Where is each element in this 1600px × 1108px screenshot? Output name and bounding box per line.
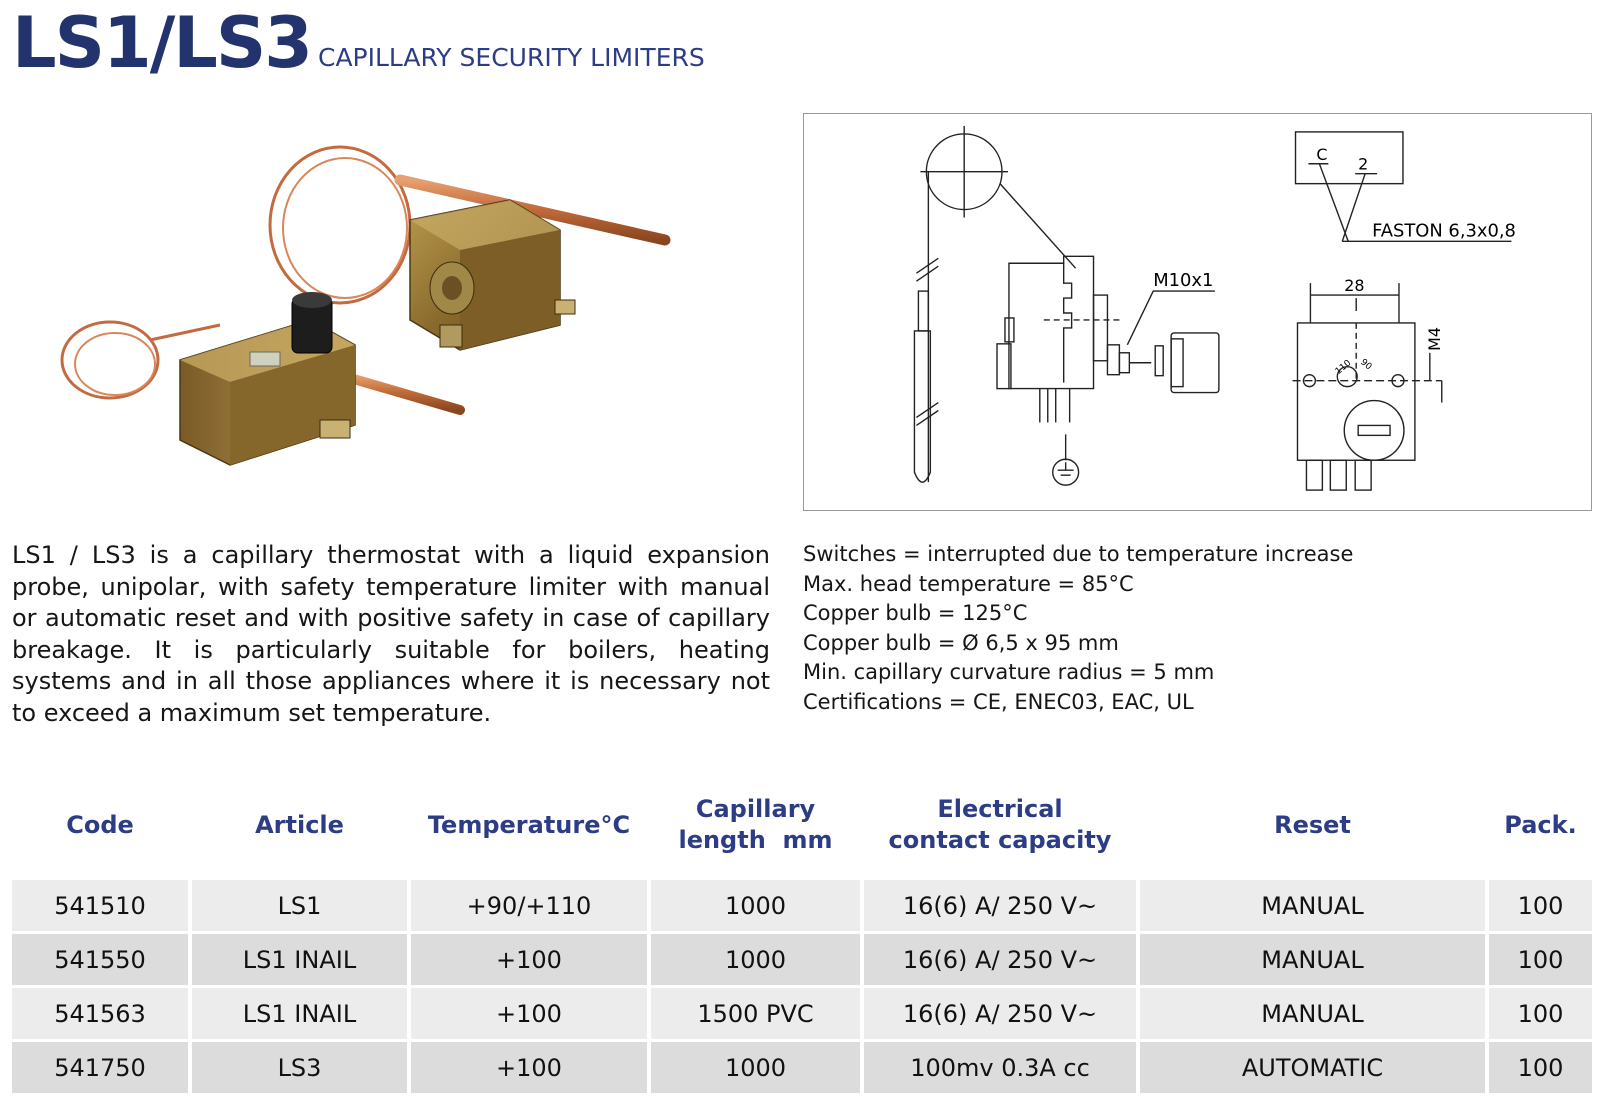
header-electrical-capacity: [864, 785, 1136, 865]
cell-reset: MANUAL: [1140, 988, 1485, 1039]
table-header: [12, 785, 1592, 865]
cell-article: LS1: [192, 880, 407, 931]
product-photo: [40, 120, 740, 510]
header-code: Code: [66, 810, 134, 839]
cell-article: LS3: [192, 1042, 407, 1093]
drawing-dial-90-label: 90: [1358, 357, 1374, 373]
header-capillary-line2: length mm: [678, 826, 833, 854]
spec-item: Min. capillary curvature radius = 5 mm: [803, 660, 1215, 684]
cell-length: 1000: [651, 934, 860, 985]
cell-code: 541750: [12, 1042, 188, 1093]
cell-temperature: +100: [411, 934, 647, 985]
drawing-terminal-2-label: 2: [1358, 154, 1369, 174]
cell-code: 541550: [12, 934, 188, 985]
drawing-width-dimension: 28: [1344, 276, 1365, 296]
cell-length: 1000: [651, 1042, 860, 1093]
header-capillary-line1: Capillary: [695, 795, 816, 823]
cell-pack: 100: [1489, 934, 1592, 985]
cell-reset: AUTOMATIC: [1140, 1042, 1485, 1093]
spec-item: Copper bulb = Ø 6,5 x 95 mm: [803, 630, 1119, 655]
cell-pack: 100: [1489, 988, 1592, 1039]
drawing-faston-label: FASTON 6,3x0,8: [1372, 220, 1516, 242]
header-electrical-line1: Electrical: [937, 795, 1063, 823]
cell-pack: 100: [1489, 1042, 1592, 1093]
spec-item: Certifications = CE, ENEC03, EAC, UL: [803, 689, 1194, 714]
cell-capacity: 16(6) A/ 250 V~: [864, 880, 1136, 931]
cell-capacity: 100mv 0.3A cc: [864, 1042, 1136, 1093]
cell-temperature: +100: [411, 1042, 647, 1093]
cell-pack: 100: [1489, 880, 1592, 931]
table-row: [12, 880, 1592, 931]
drawing-screw-label: M4: [1424, 326, 1444, 351]
spec-item: Switches = interrupted due to temperature increase: [803, 542, 1354, 566]
drawing-thread-label: M10x1: [1153, 270, 1214, 292]
cell-article: LS1 INAIL: [192, 988, 407, 1039]
table-row: [12, 988, 1592, 1039]
header-capillary-length: [651, 785, 860, 865]
product-table: [12, 880, 1592, 1096]
product-description: LS1 / LS3 is a capillary thermostat with a liquid expansion probe, unipolar, with safety temperature limiter with manual or automatic reset and with positive safety in case of capillary breakage. It is particularly suitable for boilers, heating systems and in all those appliances where it is necessary not to exceed a maximum set temperature.: [12, 541, 770, 727]
table-row: [12, 934, 1592, 985]
header-reset: Reset: [1274, 810, 1351, 839]
drawing-dial-110-label: 110: [1333, 358, 1354, 377]
cell-length: 1000: [651, 880, 860, 931]
cell-length: 1500 PVC: [651, 988, 860, 1039]
spec-item: Copper bulb = 125°C: [803, 601, 1028, 625]
header-temperature: Temperature°C: [427, 810, 631, 839]
cell-temperature: +90/+110: [411, 880, 647, 931]
header-electrical-line2: contact capacity: [888, 826, 1112, 854]
drawing-terminal-c-label: C: [1316, 144, 1328, 164]
cell-code: 541563: [12, 988, 188, 1039]
page-subtitle: CAPILLARY SECURITY LIMITERS: [318, 43, 705, 72]
page-header: [12, 2, 1212, 82]
cell-capacity: 16(6) A/ 250 V~: [864, 934, 1136, 985]
table-row: [12, 1042, 1592, 1093]
spec-item: Max. head temperature = 85°C: [803, 571, 1134, 596]
cell-code: 541510: [12, 880, 188, 931]
spec-list: [803, 540, 1583, 717]
cell-temperature: +100: [411, 988, 647, 1039]
cell-capacity: 16(6) A/ 250 V~: [864, 988, 1136, 1039]
header-article: Article: [255, 810, 344, 839]
technical-drawing: [803, 113, 1592, 511]
cell-reset: MANUAL: [1140, 880, 1485, 931]
header-pack: Pack.: [1504, 810, 1577, 839]
page-title: LS1/LS3: [12, 2, 312, 84]
cell-article: LS1 INAIL: [192, 934, 407, 985]
cell-reset: MANUAL: [1140, 934, 1485, 985]
